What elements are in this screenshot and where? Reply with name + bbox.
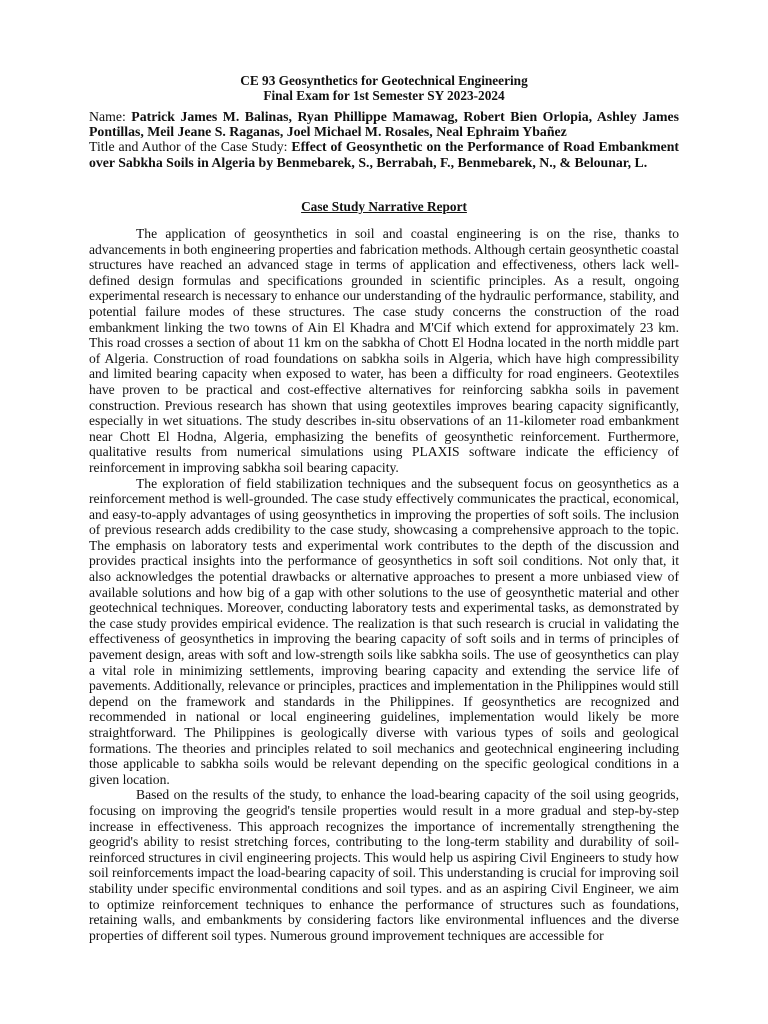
case-study-title: Effect of Geosynthetic on the Performance of Road Embankment over Sabkha Soils in Algeria by Benmebarek, S., Berrabah, F., Benmebarek, N., & Belounar, L.	[89, 139, 679, 170]
paragraph-1: The application of geosynthetics in soil and coastal engineering is on the rise, thanks to advancements in both engineering properties and fabrication methods. Although certain geosynthetic coastal structures have reached an advanced stage in terms of application and effectiveness, others lack well-defined design formulas and specifications grounded in scientific principles. As a result, ongoing experimental research is necessary to enhance our understanding of the hydraulic performance, stability, and potential failure modes of these structures. The case study concerns the construction of the road embankment linking the two towns of Ain El Khadra and M'Cif which extend for approximately 23 km. This road crosses a section of about 11 km on the sabkha of Chott El Hodna located in the north middle part of Algeria. Construction of road foundations on sabkha soils in Algeria, which have high compressibility and limited bearing capacity when exposed to water, has been a difficulty for road engineers. Geotextiles have proven to be practical and cost-effective alternatives for reinforcing sabkha soils in pavement construction. Previous research has shown that using geotextiles improves bearing capacity significantly, especially in wet situations. The study describes in-situ observations of an 11-kilometer road embankment near Chott El Hodna, Algeria, emphasizing the benefits of geosynthetic reinforcement. Furthermore, qualitative results from numerical simulations using PLAXIS software indicate the efficiency of reinforcement in improving sabkha soil bearing capacity.	[89, 226, 679, 475]
course-header	[0, 73, 768, 103]
names-line	[89, 109, 679, 139]
paragraph-3: Based on the results of the study, to enhance the load-bearing capacity of the soil using geogrids, focusing on improving the geogrid's tensile properties would result in a more gradual and step-by-step increase in effectiveness. This approach recognizes the importance of incrementally strengthening the geogrid's ability to resist stretching forces, contributing to the long-term stability and durability of soil-reinforced structures in civil engineering projects. This would help us aspiring Civil Engineers to study how soil reinforcements impact the load-bearing capacity of soil. This understanding is crucial for improving soil stability under specific environmental conditions and soil types. and as an aspiring Civil Engineer, we aim to optimize reinforcement techniques to enhance the performance of structures such as foundations, retaining walls, and embankments by considering factors like environmental influences and the diverse properties of different soil types. Numerous ground improvement techniques are accessible for	[89, 787, 679, 943]
name-label: Name:	[89, 109, 132, 124]
report-info	[89, 109, 679, 170]
report-body	[89, 226, 679, 943]
paragraph-2: The exploration of field stabilization techniques and the subsequent focus on geosynthetics as a reinforcement method is well-grounded. The case study effectively communicates the practical, economical, and easy-to-apply advantages of using geosynthetics in improving the properties of soft soils. The inclusion of previous research adds credibility to the case study, showcasing a comprehensive approach to the topic. The emphasis on laboratory tests and experimental work contributes to the depth of the discussion and provides practical insights into the performance of geosynthetics in soft soil conditions. Not only that, it also acknowledges the potential drawbacks or alternative approaches to present a more unbiased view of available solutions and how big of a gap with other solutions to the use of geosynthetic material and other geotechnical techniques. Moreover, conducting laboratory tests and experimental tasks, as demonstrated by the case study provides empirical evidence. The realization is that such research is crucial in validating the effectiveness of geosynthetics in improving the bearing capacity of soft soils and in terms of principles of pavement design, areas with soft and low-strength soils like sabkha soils. The use of geosynthetics can play a vital role in minimizing settlements, improving bearing capacity and extending the service life of pavements. Additionally, relevance or principles, practices and implementation in the Philippines would still depend on the framework and standards in the Philippines. If geosynthetics are recognized and recommended in national or local engineering guidelines, implementation would likely be more straightforward. The Philippines is geologically diverse with various types of soils and geological formations. The theories and principles related to soil mechanics and geotechnical engineering including those applicable to sabkha soils would be relevant depending on the specific geological conditions in a given location.	[89, 475, 679, 787]
report-heading: Case Study Narrative Report	[301, 199, 467, 214]
exam-title: Final Exam for 1st Semester SY 2023-2024	[263, 88, 505, 103]
author-names: Patrick James M. Balinas, Ryan Phillippe Mamawag, Robert Bien Orlopia, Ashley James Pontillas, Meil Jeane S. Raganas, Joel Michael M. Rosales, Neal Ephraim Ybañez	[89, 109, 679, 140]
course-title: CE 93 Geosynthetics for Geotechnical Engineering	[240, 73, 528, 88]
title-line	[89, 139, 679, 169]
title-label: Title and Author of the Case Study:	[89, 139, 292, 155]
